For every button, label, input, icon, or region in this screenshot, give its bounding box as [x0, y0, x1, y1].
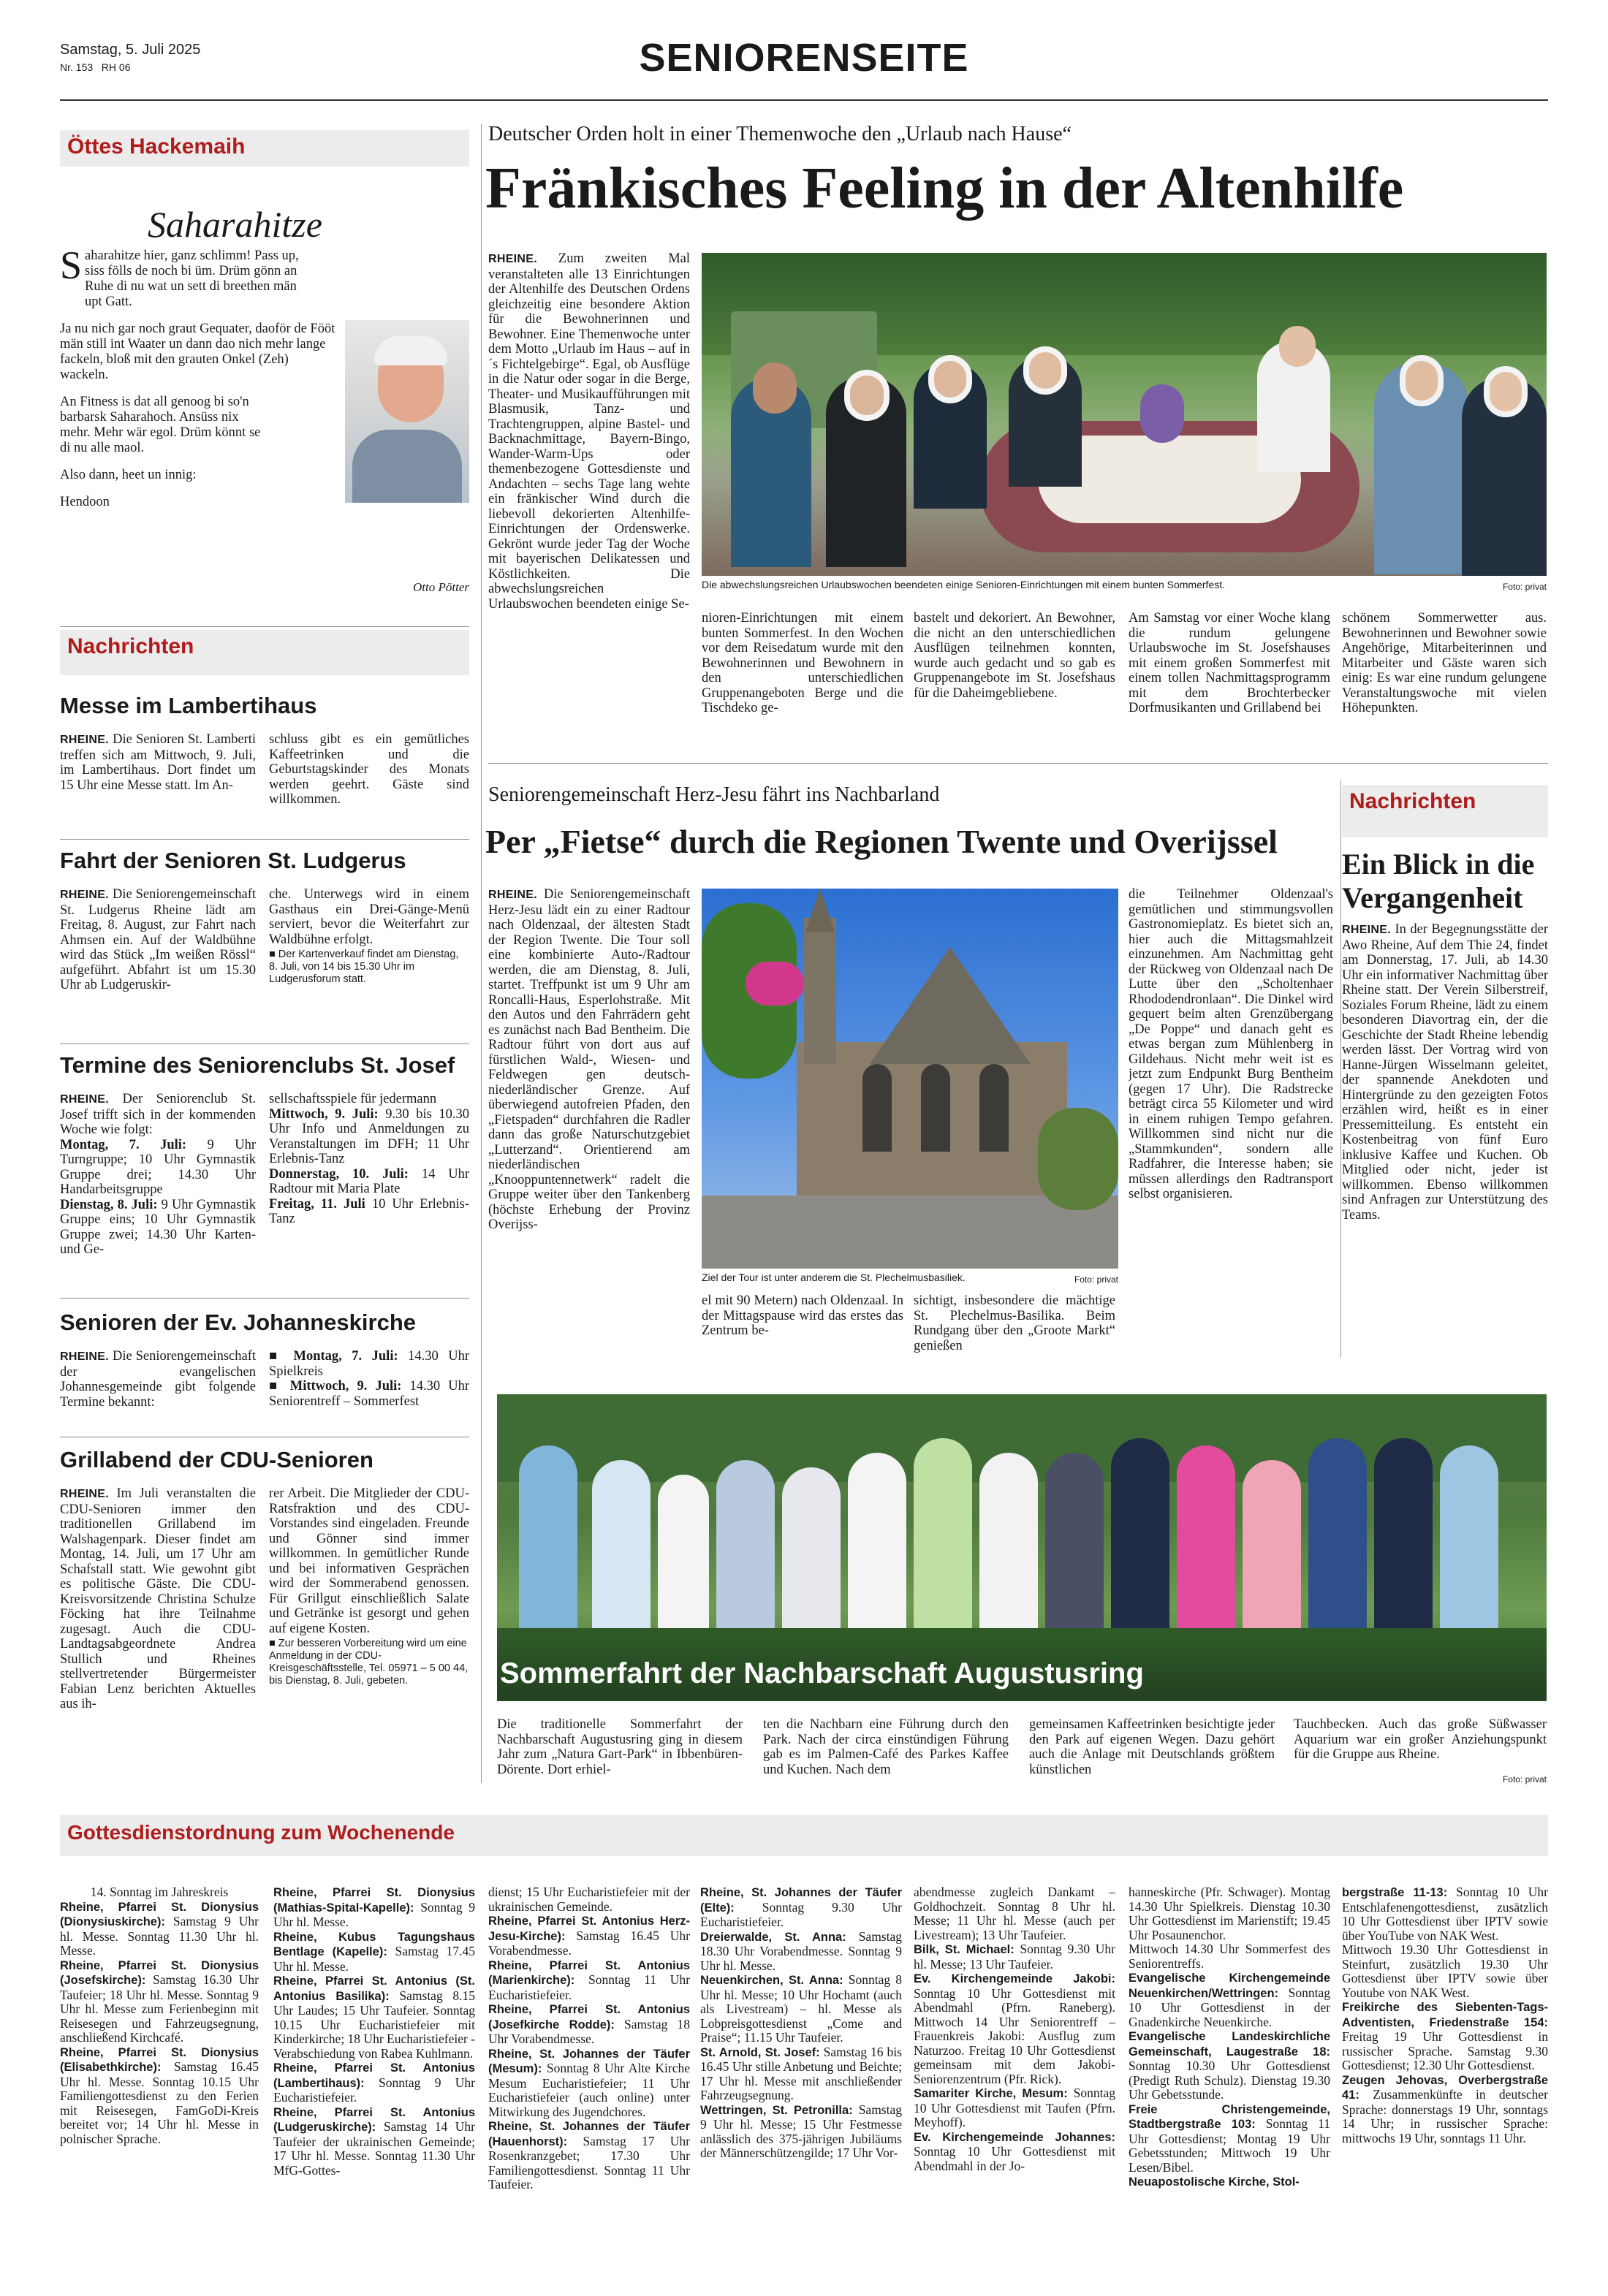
- services-col4: Rheine, St. Johannes der Täufer (Elte): Sonntag 9.30 Uhr Eucharistiefeier. Dreierwalde, St. Anna: Samstag 18.30 Uhr Vorabendmesse. Sonntag 9 Uhr hl. Messe. Neuenkirchen, St. Anna: Sonntag 8 Uhr hl. Messe; 10 Uhr Hochamt (auch als Livestream) – hl. Messe als Lobpreisgottesdienst „Come and Praise“; 11.15 Uhr Taufeier. St. Arnold, St. Josef: Samstag 16 bis 16.45 Uhr stille Anbetung und Beichte; 17 Uhr hl. Messe mit anschließender Fahrzeugsegnung. Wettringen, St. Petronilla: Samstag 9 Uhr hl. Messe; 15 Uhr Festmesse anlässlich des 375-jährigen Jubiläums der Männerschützengilde; 17 Uhr Vor-: [700, 1886, 902, 2160]
- news-title: Fahrt der Senioren St. Ludgerus: [60, 848, 406, 873]
- schedule-day: Montag, 7. Juli:: [60, 1137, 187, 1152]
- schedule-entry: 14 Uhr Radtour mit Maria Plate: [269, 1166, 469, 1196]
- schedule-day: Donnerstag, 10. Juli:: [269, 1166, 409, 1182]
- story2-kicker: Seniorengemeinschaft Herz-Jesu fährt ins Nachbarland: [488, 783, 940, 806]
- story3-col1: Die traditionelle Sommerfahrt der Nachbarschaft Augustusring ging in diesem Jahr zum „Natura Gart-Park“ in Ibbenbüren-Dörente. Dort erhiel-: [497, 1717, 743, 1777]
- author-portrait: [345, 320, 469, 503]
- column-p5: Hendoon: [60, 495, 110, 509]
- schedule-entry: sellschaftsspiele für jedermann: [269, 1092, 437, 1106]
- schedule-day: Mittwoch, 9. Juli:: [289, 1379, 402, 1394]
- story2-caption: Ziel der Tour ist unter anderem die St. Plechelmusbasiliek.: [702, 1271, 966, 1283]
- services-col1: 14. Sonntag im Jahreskreis Rheine, Pfarrei St. Dionysius (Dionysiuskirche): Samstag 9 Uhr hl. Messe. Sonntag 11.30 Uhr hl. Messe. Rheine, Pfarrei St. Dionysius (Josefskirche): Samstag 16.30 Uhr Taufeier; 18 Uhr hl. Messe. Sonntag 9 Uhr hl. Messe zum Ferienbeginn mit Reisesegen und Fahrzeugsegnung, anschließend Kirchcafé. Rheine, Pfarrei St. Dionysius (Elisabethkirche): Samstag 16.45 Uhr hl. Messe. Sonntag 10.15 Uhr Familiengottesdienst zu den Ferien mit Reisesegen, FamGoDi-Kreis bereitet vor; 14 Uhr hl. Messe in polnischer Sprache.: [60, 1885, 259, 2146]
- story3-headline: Sommerfahrt der Nachbarschaft Augustusring: [500, 1657, 1144, 1689]
- story3-col4: Tauchbecken. Auch das große Süßwasser Aquarium war ein großer Anziehungspunkt für die Gruppe aus Rheine.: [1294, 1717, 1547, 1762]
- story1-col4: Am Samstag vor einer Woche klang die rundum gelungene Urlaubswoche im St. Josefshauses mit einem großen Sommerfest mit einem tollen Nachmittagsprogramm mit dem Brochterbecker Dorfmusikanten und Grillabend bei: [1129, 611, 1330, 715]
- services-col5: abendmesse zugleich Dankamt – Goldhochzeit. Sonntag 8 Uhr hl. Messe; 11 Uhr hl. Messe (auch per Livestream); 13 Uhr Taufeier. Bilk, St. Michael: Sonntag 9.30 Uhr hl. Messe; 13 Uhr Taufeier. Ev. Kirchengemeinde Jakobi: Sonntag 10 Uhr Gottesdienst mit Abendmahl (Pfrn. Raneberg). Mittwoch 14 Uhr Seniorentreff – Frauenkreis Jakobi: Ausflug zum Naturzoo. Freitag 10 Uhr Gottesdienst gemeinsam mit dem Jakobi-Seniorenzentrum (Pfr. Rick). Samariter Kirche, Mesum: Sonntag 10 Uhr Gottesdienst mit Taufen (Pfrn. Meyhoff). Ev. Kirchengemeinde Johannes: Sonntag 10 Uhr Gottesdienst mit Abendmahl in der Jo-: [914, 1885, 1115, 2173]
- story1-rule: [488, 763, 1548, 764]
- story3-col4-box: [1294, 1717, 1547, 1784]
- story2-col2: el mit 90 Metern) nach Oldenzaal. In der Mittagspause wird das erstes das Zentrum be-: [702, 1293, 903, 1338]
- news-note: Zur besseren Vorbereitung wird um eine Anmeldung in der CDU-Kreisgeschäftsstelle, Tel. 05971 – 5 00 44, bis Dienstag, 8. Juli, gebeten.: [269, 1638, 469, 1687]
- news-note: Der Kartenverkauf findet am Dienstag, 8. Juli, von 14 bis 15.30 Uhr im Ludgerusforum statt.: [269, 949, 459, 985]
- schedule-day: Freitag, 11. Juli: [269, 1196, 365, 1212]
- story1-caption: Die abwechslungsreichen Urlaubswochen beendeten einige Senioren-Einrichtungen mit einem bunten Sommerfest.: [702, 579, 1225, 590]
- story2-col4: die Teilnehmer Oldenzaal's gemütlichen und stimmungsvollen Gastronomieplatz. Es bietet sich an, hier auch die Mittagsmahlzeit einzunehmen. Am Nachmittag geht der Rückweg von Oldenzaal nach De Lutte über den „Scholtenhaer Rhododendronlaan“. Die Dinkel wird gequert beim alten Grenzübergang „De Poppe“ und danach geht es etwas bergan zum Mühlenberg in Gildehaus. Nicht mehr weit ist es jetzt zum Endpunkt Burg Bentheim (gegen 17 Uhr). Die Radstrecke beträgt circa 55 Kilometer und wird in einem ruhigen Tempo gefahren. Willkommen sind nicht nur die „Stammkunden“, sondern alle Radfahrer, die Interesse haben; sie müssen allerdings den Radtransport selbst organisieren.: [1129, 887, 1333, 1201]
- story3-headline-band: [497, 1641, 1547, 1700]
- story1-photo: [702, 253, 1547, 576]
- news-lead: RHEINE.: [60, 1350, 109, 1363]
- news-divider: [60, 1298, 469, 1299]
- news-text-col2: schluss gibt es ein gemütliches Kaffeetrinken und die Geburtstagskinder des Monats werden geehrt. Gäste sind willkommen.: [269, 732, 469, 807]
- news-item: Grillabend der CDU-Senioren RHEINE. Im Juli veranstalten die CDU-Senioren immer den traditionellen Grillabend im Walshagenpark. Dieser findet am Montag, 14. Juli, um 17 Uhr am Schafstall statt. Wie gewohnt gibt es politische Gäste. Die CDU-Kreisvorsitzende Christina Schulze Föcking hat ihre Teilnahme zugesagt. Auch die CDU-Landtagsabgeordnete Andrea Stullich und Rheines stellvertretender Bürgermeister Fabian Lenz berichten Aktuelles aus ih- rer Arbeit. Die Mitglieder der CDU-Ratsfraktion und des CDU-Vorstandes sind eingeladen. Freunde und Gönner sind immer willkommen. In gemütlicher Runde und bei informativen Gesprächen wird der Sommerabend genossen. Für Grillgut einschließlich Salate und Getränke ist gesorgt und gehen auf eigene Kosten. ■ Zur besseren Vorbereitung wird um eine Anmeldung in der CDU-Kreisgeschäftsstelle, Tel. 05971 – 5 00 44, bis Dienstag, 8. Juli, gebeten.: [60, 1447, 469, 1711]
- news-left-label: Nachrichten: [60, 630, 469, 675]
- story2-col3: sichtigt, insbesondere die mächtige St. Plechelmus-Basilika. Beim Rundgang über den „Groote Markt“ genießen: [914, 1293, 1115, 1353]
- column-box: [60, 167, 469, 627]
- story2-photo: [702, 889, 1118, 1269]
- schedule-entry: 14.30 Uhr Spielkreis: [269, 1349, 469, 1379]
- column-label: Öttes Hackemaih: [60, 130, 469, 167]
- services-label: Gottesdienstordnung zum Wochenende: [60, 1815, 1548, 1856]
- news-right-lead: RHEINE.: [1342, 924, 1391, 936]
- services-col3: dienst; 15 Uhr Eucharistiefeier mit der ukrainischen Gemeinde. Rheine, Pfarrei St. Antonius Herz-Jesu-Kirche): Samstag 16.45 Uhr Vorabendmesse. Rheine, Pfarrei St. Antonius (Marienkirche): Sonntag 11 Uhr Eucharistiefeier. Rheine, Pfarrei St. Antonius (Josefkirche Rodde): Samstag 18 Uhr Vorabendmesse. Rheine, St. Johannes der Täufer (Mesum): Sonntag 8 Uhr Alte Kirche Mesum Eucharistiefeier; 11 Uhr Eucharistiefeier (auch online) unter Mitwirkung des Jugendchores. Rheine, St. Johannes der Täufer (Hauenhorst): Samstag 17 Uhr Rosenkranzgebet; 17.30 Uhr Familiengottesdienst. Sonntag 11 Uhr Taufeier.: [488, 1885, 690, 2192]
- schedule-day: Montag, 7. Juli:: [293, 1349, 398, 1364]
- schedule-entry: 9 Uhr Gymnastik Gruppe eins; 10 Uhr Gymnastik Gruppe zwei; 14.30 Uhr Karten- und Ge-: [60, 1197, 256, 1257]
- story1-lead: RHEINE.: [488, 253, 537, 265]
- news-text-col1: Die Seniorengemeinschaft der evangelischen Johannesgemeinde gibt folgende Termine bekannt:: [60, 1349, 256, 1410]
- schedule-entry: 10 Uhr Erlebnis-Tanz: [269, 1196, 469, 1226]
- story1-caption-row: [702, 577, 1547, 593]
- story2-body: Die Seniorengemeinschaft Herz-Jesu lädt ein zu einer Radtour nach Oldenzaal, der ältesten Stadt der Region Twente. Die Tour soll eine kombinierte Auto-/Radtour werden, die am Dienstag, 8. Juli, startet. Treffpunkt ist um 9 Uhr am Roncalli-Haus, Esperlohstraße. Mit den Autos und den Fahrrädern geht es zunächst nach Bad Bentheim. Die Radtour führt von dort aus auf fürstlichen Wald-, Wiesen- und Feldwegen gen deutsch-niederländischer Grenze. Auf überwiegend autofreien Pfaden, den „Fietspaden“ durchfahren die Radler dann das große Naturschutzgebiet „Lutterzand“. Orientierend am niederländischen „Knooppuntennetwerk“ radelt die Gruppe weiter über den Tankenberg (höchste Erhebung der Provinz Overijss-: [488, 887, 690, 1232]
- story1-kicker: Deutscher Orden holt in einer Themenwoche den „Urlaub nach Hause“: [488, 123, 1072, 145]
- news-text-col1: Die Seniorengemeinschaft St. Ludgerus Rheine lädt am Freitag, 8. August, zur Fahrt nach Ahmsen ein. Auf der Waldbühne wird das Stück „Im weißen Rössl“ aufgeführt. Abfahrt ist um 15.30 Uhr ab Ludgeruskir-: [60, 887, 256, 992]
- news-title: Grillabend der CDU-Senioren: [60, 1447, 373, 1472]
- story1-headline: Fränkisches Feeling in der Altenhilfe: [485, 156, 1404, 221]
- column-divider: [481, 124, 482, 1783]
- news-right-title: Ein Blick in die Vergangenheit: [1342, 848, 1535, 914]
- news-intro: Der Seniorenclub St. Josef trifft sich in der kommenden Woche wie folgt:: [60, 1092, 256, 1137]
- story3-col2: ten die Nachbarn eine Führung durch den Park. Nach der circa einstündigen Führung gab es im Palmen-Café des Parkes Kaffee und Kuchen. Nach dem: [763, 1717, 1009, 1777]
- news-lead: RHEINE.: [60, 1093, 109, 1106]
- column-author: Otto Pötter: [413, 580, 469, 594]
- story1-side-text: [488, 251, 690, 754]
- section-title: SENIORENSEITE: [639, 36, 969, 80]
- news-text-col1: Die Senioren St. Lamberti treffen sich am Mittwoch, 9. Juli, im Lambertihaus. Dort findet um 15 Uhr eine Messe statt. Im An-: [60, 732, 256, 793]
- news-title: Senioren der Ev. Johanneskirche: [60, 1309, 416, 1335]
- column-title: Saharahitze: [148, 204, 322, 245]
- story3-col3: gemeinsamen Kaffeetrinken besichtigte jeder den Park auf eigenen Wegen. Dazu gehört auch die Anlage mit Deutschlands größtem künstlichen: [1029, 1717, 1275, 1777]
- story1-col5: schönem Sommerwetter aus. Bewohnerinnen und Bewohner sowie Angehörige, Mitarbeiterinnen und Mitarbeiter und Gäste waren sich einig: Es war eine rundum gelungene Veranstaltungswoche mit vielen Höhepunkten.: [1342, 611, 1547, 715]
- news-right-body: In der Begegnungsstätte der Awo Rheine, Auf dem Thie 24, findet am Donnerstag, 17. Juli, ab 14.30 Uhr ein informativer Nachmittag über Rheine statt. Der Verein Silberstreif, Soziales Forum Rheine, lädt zu einem besonderen Diavortrag ein, der die Geschichte der Stadt Rheine lebendig werden lässt. Der Vortrag wird von Hanne-Jürgen Wisselmann geleitet, der spannende Anekdoten und Hintergründe zu den gezeigten Fotos erzählen wird, heißt es in einer Pressemitteilung. Es entsteht ein Kostenbeitrag von fünf Euro inklusive Kaffee und Kuchen. Ob Mitglied oder nicht, jeder ist willkommen. Ebenso willkommen sind Anfragen zur Unterstützung des Teams.: [1342, 922, 1548, 1223]
- column-p3: An Fitness is dat all genoog bi so'n barbarsk Saharahoch. Ansüss nix mehr. Mehr wär egol. Drüm könnt se di nu alle maol.: [60, 395, 261, 455]
- schedule-entry: 9.30 bis 10.30 Uhr Info und Anmeldungen zu Veranstaltungen im DFH; 11 Uhr Erlebnis-Tanz: [269, 1106, 469, 1166]
- news-text-col1: Im Juli veranstalten die CDU-Senioren immer den traditionellen Grillabend im Walshagenpark. Dieser findet am Montag, 14. Juli, um 17 Uhr am Schafstall statt. Wie gewohnt gibt es politische Gäste. Die CDU-Kreisvorsitzende Christina Schulze Föcking hat ihre Teilnahme zugesagt. Auch die CDU-Landtagsabgeordnete Andrea Stullich und Rheines stellvertretender Bürgermeister Fabian Lenz berichten Aktuelles aus ih-: [60, 1486, 256, 1711]
- column-p2: Ja nu nich gar noch graut Gequater, daoför de Fööt män still int Waater un dann dao nich mehr lange fackeln, bloß mit den grauten Onkel (Zeh) wackeln.: [60, 322, 335, 382]
- story1-credit: Foto: privat: [1502, 582, 1547, 592]
- news-text-col2: che. Unterwegs wird in einem Gasthaus ein Drei-Gänge-Menü serviert, bevor die Weiterfahrt zur Waldbühne erfolgt.: [269, 887, 469, 947]
- column-p1: aharahitze hier, ganz schlimm! Pass up, siss fölls de noch bi üm. Drüm gönn an Ruhe di nu wat un sett di breethen män upt Gatt.: [85, 248, 299, 309]
- schedule-day: Mittwoch, 9. Juli:: [269, 1106, 379, 1122]
- news-right-divider: [1340, 780, 1341, 1358]
- news-item: Fahrt der Senioren St. Ludgerus RHEINE. Die Seniorengemeinschaft St. Ludgerus Rheine lädt am Freitag, 8. August, zur Fahrt nach Ahmsen ein. Auf der Waldbühne wird das Stück „Im weißen Rössl“ aufgeführt. Abfahrt ist um 15.30 Uhr ab Ludgeruskir- che. Unterwegs wird in einem Gasthaus ein Drei-Gänge-Menü serviert, bevor die Weiterfahrt zur Waldbühne erfolgt. ■ Der Kartenverkauf findet am Dienstag, 8. Juli, von 14 bis 15.30 Uhr im Ludgerusforum statt.: [60, 848, 469, 992]
- story1-col2: nioren-Einrichtungen mit einem bunten Sommerfest. In den Wochen vor dem Reisedatum wurde mit den Bewohnerinnen und Bewohnern in den unterschiedlichen Gruppenangeboten Berge und die Tischdeko ge-: [702, 611, 903, 715]
- news-lead: RHEINE.: [60, 734, 109, 746]
- news-right-text: [1342, 922, 1548, 1355]
- story1-col3: bastelt und dekoriert. An Bewohner, die nicht an den unterschiedlichen Ausflügen teilnehmen konnten, wurde auch gedacht und so gab es Gruppenangebote im St. Josefshaus für die Daheimgebliebene.: [914, 611, 1115, 701]
- news-right-label: Nachrichten: [1342, 785, 1548, 837]
- issue-date: Samstag, 5. Juli 2025: [60, 42, 201, 58]
- story3-credit: Foto: privat: [1502, 1774, 1547, 1784]
- news-title: Messe im Lambertihaus: [60, 693, 317, 718]
- news-lead: RHEINE.: [60, 889, 109, 901]
- news-lead: RHEINE.: [60, 1488, 109, 1500]
- news-divider: [60, 839, 469, 840]
- services-col6: hanneskirche (Pfr. Schwager). Montag 14.30 Uhr Spielkreis. Dienstag 10.30 Uhr Gottesdienst im Marienstift; 19.45 Uhr Posaunenchor. Mittwoch 14.30 Uhr Sommerfest des Seniorentreffs. Evangelische Kirchengemeinde Neuenkirchen/Wettringen: Sonntag 10 Uhr Gottesdienst in der Gnadenkirche Neuenkirche. Evangelische Landeskirchliche Gemeinschaft, Laugestraße 18: Sonntag 10.30 Uhr Gottesdienst (Predigt Ruth Schulz). Dienstag 19.30 Uhr Gebetsstunde. Freie Christengemeinde, Stadtbergstraße 103: Sonntag 11 Uhr Gottesdienst; Montag 19 Uhr Gebetsstunden; Mittwoch 19 Uhr Lesen/Bibel. Neuapostolische Kirche, Stol-: [1129, 1885, 1330, 2189]
- story2-col1: [488, 887, 690, 1355]
- news-item: [60, 693, 469, 839]
- news-title: Termine des Seniorenclubs St. Josef: [60, 1052, 455, 1078]
- news-item: Senioren der Ev. Johanneskirche RHEINE. Die Seniorengemeinschaft der evangelischen Johannesgemeinde gibt folgende Termine bekannt: ■ Montag, 7. Juli: 14.30 Uhr Spielkreis ■ Mittwoch, 9. Juli: 14.30 Uhr Seniorentreff – Sommerfest: [60, 1309, 469, 1410]
- services-col7: bergstraße 11-13: Sonntag 10 Uhr Entschlafenengottesdienst, zusätzlich 10 Uhr Gottesdienst über IPTV sowie über YouTube von NAK West. Mittwoch 19.30 Uhr Gottesdienst in Steinfurt, zusätzlich 19.30 Uhr Gottesdienst über IPTV sowie über Youtube von NAK West. Freikirche des Siebenten-Tags-Adventisten, Friedenstraße 154: Freitag 19 Uhr Gottesdienst in russischer Sprache. Samstag 9.30 Gottesdienst; 12.30 Uhr Gottesdienst. Zeugen Jehovas, Overbergstraße 41: Zusammenkünfte in deutscher Sprache: donnerstags 19 Uhr, sonntags 14 Uhr; in russischer Sprache: mittwochs 19 Uhr, sonntags 11 Uhr.: [1342, 1885, 1548, 2145]
- news-item: [60, 1052, 469, 1293]
- schedule-entry: 14.30 Uhr Seniorentreff – Sommerfest: [269, 1379, 469, 1409]
- dropcap: S: [60, 248, 83, 287]
- story1-body: Zum zweiten Mal veranstalteten alle 13 Einrichtungen der Altenhilfe des Deutschen Ordens gleichzeitig eine besondere Aktion für die Bewohnerinnen und Bewohner. Eine Themenwoche unter dem Motto „Urlaub im Haus – auf in´s Fichtelgebirge“. Egal, ob Ausflüge in die Natur oder sogar in die Berge, Theater- und Musikaufführungen mit Blasmusik, Tanz- und Trachtengruppen, alpine Bastel- und Backnachmittage, Bayern-Bingo, Wander-Warm-Ups oder themenbezogene Gottesdienste und Andachten – sechs Tage lang wehte ein fränkischer Wind durch die liebevoll dekorierten Altenhilfe-Einrichtungen der Ordenswerke. Gekrönt wurde jeder Tag der Woche mit bayerischen Delikatessen und Köstlichkeiten. Die abwechslungsreichen Urlaubswochen beendeten einige Se-: [488, 251, 690, 612]
- story2-credit: Foto: privat: [1074, 1274, 1118, 1285]
- story2-lead: RHEINE.: [488, 889, 537, 901]
- column-p4: Also dann, heet un innig:: [60, 468, 197, 482]
- schedule-day: Dienstag, 8. Juli:: [60, 1197, 158, 1212]
- schedule-entry: 9 Uhr Turngruppe; 10 Uhr Gymnastik Gruppe drei; 14.30 Uhr Handarbeitsgruppe: [60, 1137, 257, 1197]
- header-rule: [60, 99, 1548, 101]
- services-col2: Rheine, Pfarrei St. Dionysius (Mathias-Spital-Kapelle): Sonntag 9 Uhr hl. Messe. Rheine, Kubus Tagungshaus Bentlage (Kapelle): Samstag 17.45 Uhr hl. Messe. Rheine, Pfarrei St. Antonius (St. Antonius Basilika): Samstag 8.15 Uhr Laudes; 15 Uhr Taufeier. Sonntag 10.15 Uhr Eucharistiefeier mit Kinderkirche; 18 Uhr Eucharistiefeier - Verabschiedung von Rabea Kuhlmann. Rheine, Pfarrei St. Antonius (Lambertihaus): Sonntag 9 Uhr Eucharistiefeier. Rheine, Pfarrei St. Antonius (Ludgeruskirche): Samstag 14 Uhr Taufeier der ukrainischen Gemeinde; 17 Uhr hl. Messe. Sonntag 11.30 Uhr MfG-Gottes-: [273, 1886, 475, 2178]
- story2-headline: Per „Fietse“ durch die Regionen Twente und Overijssel: [485, 823, 1278, 860]
- news-text-col2: rer Arbeit. Die Mitglieder der CDU-Ratsfraktion und des CDU-Vorstandes sind eingeladen. Freunde und Gönner sind immer willkommen. In gemütlicher Runde und bei informativen Gesprächen wird der Sommerabend genossen. Für Grillgut einschließlich Salate und Getränke ist gesorgt und gehen auf eigene Kosten.: [269, 1486, 469, 1636]
- issue-number: Nr. 153 RH 06: [60, 61, 131, 73]
- story2-caption-row: [702, 1270, 1118, 1286]
